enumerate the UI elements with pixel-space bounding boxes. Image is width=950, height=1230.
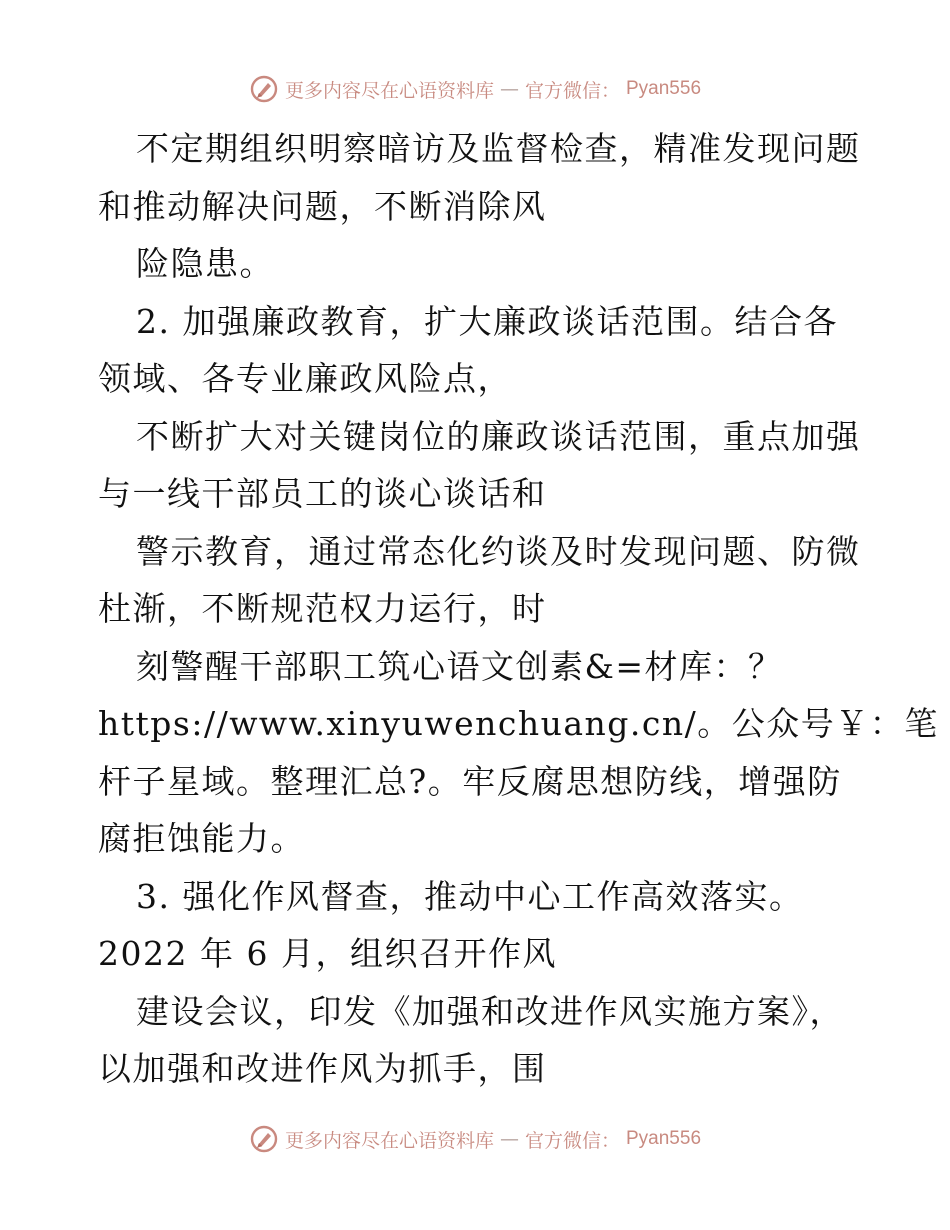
text-line: 杜渐，不断规范权力运行，时: [98, 589, 547, 628]
text-line: 刻警醒干部职工筑心语文创素&=材库：？: [136, 646, 783, 686]
watermark-separator: —: [499, 78, 519, 100]
watermark-label: 官方微信：: [524, 79, 620, 102]
watermark-separator: —: [499, 1128, 519, 1150]
text-line: 腐拒蚀能力。: [98, 819, 305, 858]
text-line: 杆子星域。整理汇总?。牢反腐思想防线，增强防: [98, 761, 842, 801]
text-line: 与一线干部员工的谈心谈话和: [98, 474, 547, 513]
watermark-text: 更多内容尽在心语资料库: [284, 1129, 494, 1152]
document-body: [98, 120, 939, 1098]
text-line: 和推动解决问题，不断消除风: [98, 186, 547, 226]
pen-logo-icon: [249, 74, 279, 104]
text-line: 不断扩大对关键岗位的廉政谈话范围，重点加强: [136, 416, 861, 456]
text-line: 2022 年 6 月，组织召开作风: [98, 934, 557, 973]
text-line: 建设会议，印发《加强和改进作风实施方案》，: [136, 991, 844, 1031]
text-line: 以加强和改进作风为抓手，围: [98, 1049, 547, 1088]
text-line: 领域、各专业廉政风险点，: [98, 359, 512, 398]
text-line: 2. 加强廉政教育，扩大廉政谈话范围。结合各: [136, 301, 838, 341]
text-line: 险隐患。: [136, 244, 274, 283]
text-line: 警示教育，通过常态化约谈及时发现问题、防微: [136, 531, 861, 571]
footer-watermark: [0, 1124, 950, 1154]
text-line: 不定期组织明察暗访及监督检查，精准发现问题: [136, 129, 861, 168]
watermark-label: 官方微信：: [524, 1129, 620, 1152]
header-watermark: [0, 74, 950, 104]
text-line: 3. 强化作风督查，推动中心工作高效落实。: [136, 876, 804, 916]
text-line: https://www.xinyuwenchuang.cn/。公众号￥：笔: [98, 704, 939, 743]
watermark-id: Pyan556: [626, 78, 702, 99]
watermark-text: 更多内容尽在心语资料库: [284, 79, 494, 102]
pen-logo-icon: [249, 1124, 279, 1154]
watermark-id: Pyan556: [626, 1128, 702, 1149]
